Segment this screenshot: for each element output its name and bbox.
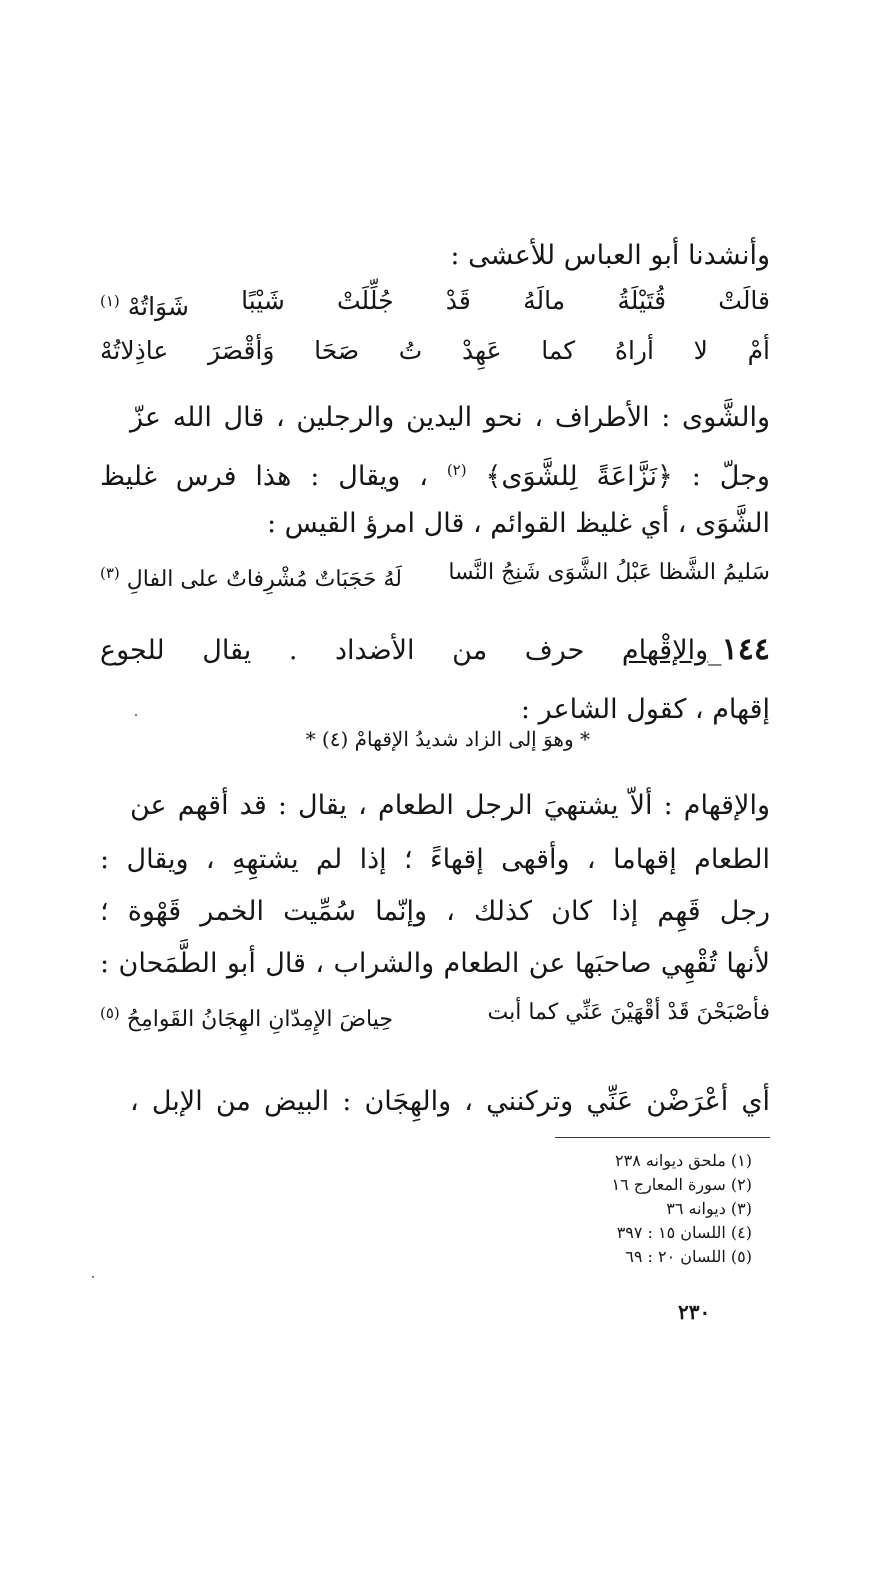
paragraph-line — [130, 398, 770, 438]
verse-word: قَدْ — [445, 286, 471, 315]
verse-word: قالَتْ — [718, 286, 770, 315]
verse-word: قُتَيْلَةُ — [617, 286, 667, 315]
paragraph-text: والشَّوى : الأطراف ، نحو اليدين والرجلين ، قال الله عزّ — [130, 402, 770, 433]
paragraph-text: والإقهام : ألاّ يشتهيَ الرجل الطعام ، يقال : قد أقهم عن — [130, 790, 770, 821]
verse-word: صَحَا — [314, 336, 360, 365]
footnote-ref: (٣) — [100, 564, 120, 582]
verse-hemistich: فأصْبَحْنَ قَدْ أقْهَيْنَ عَنِّي كما أبت — [487, 1000, 770, 1025]
footnote-ref: (١) — [100, 292, 120, 310]
verse-word: وَأقْصَرَ — [207, 336, 275, 365]
verse-hemistich-text: لَهُ حَجَبَاتٌ مُشْرِفاتٌ على الفالِ — [126, 567, 402, 593]
verse-hemistich: سَليمُ الشَّظا عَبْلُ الشَّوَى شَنِجُ النَّسا — [448, 560, 770, 585]
page-number: ٢٣٠ — [678, 1300, 711, 1324]
paragraph-text-cont: ، ويقال : هذا فرس غليظ — [100, 461, 428, 492]
verse-hemistich — [100, 994, 393, 1039]
verse-word: كما — [541, 336, 576, 365]
paragraph-line — [100, 840, 770, 880]
paragraph-line — [130, 786, 770, 826]
footnote-text: (١) ملحق ديوانه ٢٣٨ — [615, 1151, 752, 1170]
quran-quote: وجلّ : ﴿نَزَّاعَةً لِلشَّوَى﴾ — [485, 461, 770, 492]
paragraph-text: إقهام ، كقول الشاعر : — [520, 694, 770, 725]
footnote-ref: (٢) — [446, 461, 467, 479]
footnote-3 — [666, 1198, 752, 1220]
verse-word — [100, 282, 189, 326]
verse-word-text: شَوَاتُهْ — [127, 292, 189, 322]
verse-word: أمْ — [747, 336, 770, 365]
paragraph-line — [130, 1082, 770, 1122]
paragraph-line — [100, 944, 770, 984]
page-body — [100, 0, 770, 1577]
verse-2 — [100, 554, 770, 599]
verse-word: عاذِلاتُهْ — [100, 336, 169, 365]
section-term: والإقْهام — [621, 635, 709, 666]
verse-hemistich-text: حِياضَ الإِمِدّانِ الهِجَانُ القَوامِحُ — [126, 1007, 393, 1033]
paragraph-line — [100, 450, 770, 497]
verse-word: تُ — [398, 336, 423, 365]
section-dash: _ — [708, 635, 722, 666]
intro-text: وأنشدنا أبو العباس للأعشى : — [450, 240, 770, 271]
paragraph-text: الطعام إقهاما ، وأقهى إقهاءً ؛ إذا لم يشتهِهِ ، ويقال : — [100, 844, 770, 875]
footnote-2 — [611, 1174, 752, 1196]
footnote-text: (٣) ديوانه ٣٦ — [666, 1199, 752, 1218]
footnote-text: (٤) اللسان ١٥ : ٣٩٧ — [616, 1223, 752, 1242]
paragraph-text: رجل قَهِم إذا كان كذلك ، وإنّما سُمِّيت الخمر قَهْوة ؛ — [100, 896, 770, 927]
verse-word: أراهُ — [614, 336, 654, 365]
verse-word: شَيْبًا — [241, 286, 285, 315]
scan-speck — [135, 714, 137, 716]
verse-word: لا — [693, 336, 708, 365]
verse-1-line-2 — [100, 332, 770, 370]
footnote-text: (٢) سورة المعارج ١٦ — [611, 1175, 752, 1194]
paragraph-line — [100, 892, 770, 932]
verse-word: عَهِدْ — [461, 336, 502, 365]
verse-word: مالَهُ — [523, 286, 566, 315]
half-verse-text: * وهوَ إلى الزاد شديدُ الإقهامْ (٤) * — [305, 727, 590, 751]
footnote-divider — [555, 1137, 770, 1138]
footnote-4 — [617, 1222, 752, 1244]
section-heading-line — [100, 630, 770, 671]
paragraph-line — [100, 504, 770, 544]
footnote-5 — [625, 1246, 752, 1268]
scan-speck — [92, 1276, 94, 1278]
verse-word: جُلِّلَتْ — [337, 286, 394, 315]
verse-3 — [100, 994, 770, 1039]
paragraph-text: أي أعْرَضْن عَنِّي وتركنني ، والهِجَان : البيض من الإبل ، — [130, 1086, 770, 1117]
verse-1-line-1 — [100, 282, 770, 326]
section-text: حرف من الأضداد . يقال للجوع — [100, 635, 585, 666]
paragraph-text: لأنها تُقْهِي صاحبَها عن الطعام والشراب ، قال أبو الطَّمَحان : — [100, 948, 770, 979]
paragraph-text — [100, 461, 770, 492]
footnote-text: (٥) اللسان ٢٠ : ٦٩ — [625, 1247, 752, 1266]
footnote-ref: (٥) — [100, 1004, 120, 1022]
half-verse — [306, 722, 590, 756]
paragraph-text: الشَّوَى ، أي غليظ القوائم ، قال امرؤ القيس : — [266, 508, 770, 539]
footnote-1 — [615, 1150, 752, 1172]
verse-hemistich — [100, 554, 402, 599]
section-number: ١٤٤ — [721, 632, 770, 667]
section-heading — [100, 632, 770, 667]
intro-line — [100, 236, 770, 276]
